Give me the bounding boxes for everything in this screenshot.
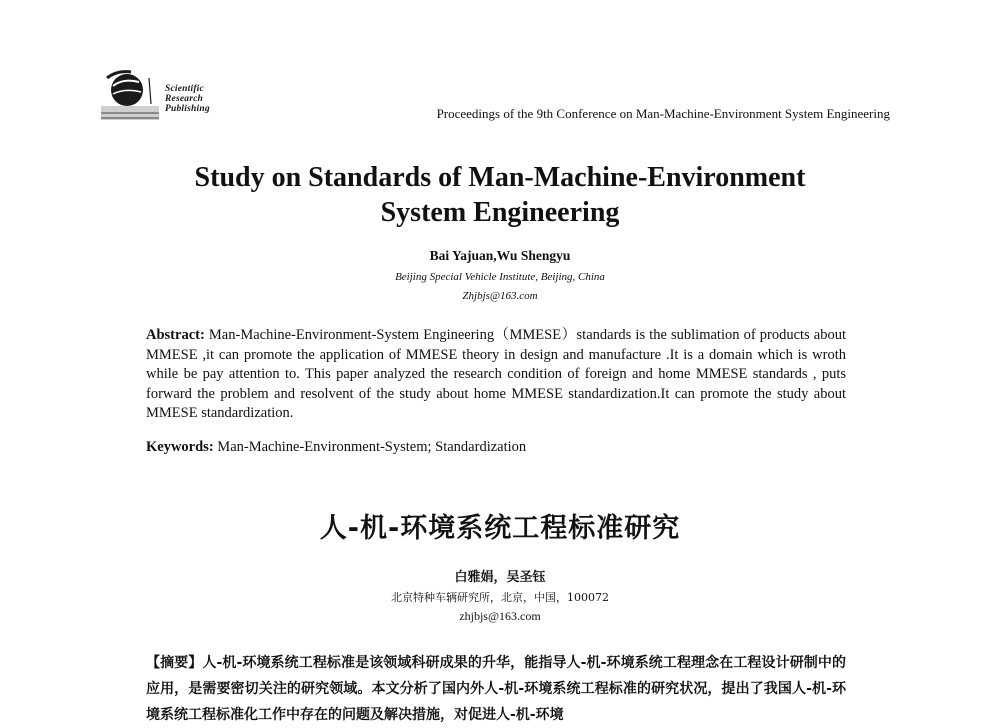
publisher-logo [101, 68, 231, 124]
english-title-line-2: System Engineering [380, 197, 620, 228]
english-keywords [146, 438, 846, 457]
chinese-authors: 白雅娟，吴圣钰 [454, 570, 546, 585]
chinese-abstract-text: 人-机-环境系统工程标准是该领域科研成果的升华，能指导人-机-环境系统工程理念在工程设计研制中的应用，是需要密切关注的研究领域。本文分析了国内外人-机-环境系统工程标准的研究状况，提出了我国人-机-环境系统工程标准化工作中存在的问题及解决措施，对促进人-机-环境 [146, 655, 846, 723]
english-affiliation: Beijing Special Vehicle Institute, Beijing, China [395, 271, 605, 283]
chinese-abstract [146, 650, 846, 728]
english-email: Zhjbjs@163.com [462, 290, 538, 302]
english-title-line-1: Study on Standards of Man-Machine-Environment [194, 162, 806, 193]
keywords-label: Keywords: [146, 439, 214, 455]
publisher-name: Scientific Research Publishing [165, 84, 210, 114]
english-title [0, 160, 1000, 230]
chinese-affiliation: 北京特种车辆研究所，北京，中国，100072 [391, 591, 609, 604]
globe-logo-icon [101, 68, 163, 124]
keywords-text: Man-Machine-Environment-System; Standardization [217, 439, 527, 455]
running-head: Proceedings of the 9th Conference on Man-Machine-Environment System Engineering [436, 106, 890, 121]
abstract-label: Abstract: [146, 327, 205, 343]
english-abstract [146, 326, 846, 424]
abstract-text: Man-Machine-Environment-System Engineering（MMESE）standards is the sublimation of products about MMESE ,it can promote the application of MMESE theory in design and manufacture .It is a domain which is wroth while be pay attention to. This paper analyzed the research condition of foreign and home MMESE standards , puts forward the problem and resolvent of the study about home MMESE standardization.It can promote the study about MMESE standardization. [146, 327, 847, 421]
english-authors: Bai Yajuan,Wu Shengyu [429, 248, 571, 263]
chinese-email: zhjbjs@163.com [459, 609, 541, 623]
chinese-abstract-label: 【摘要】 [146, 655, 203, 671]
chinese-title: 人-机-环境系统工程标准研究 [319, 513, 681, 544]
